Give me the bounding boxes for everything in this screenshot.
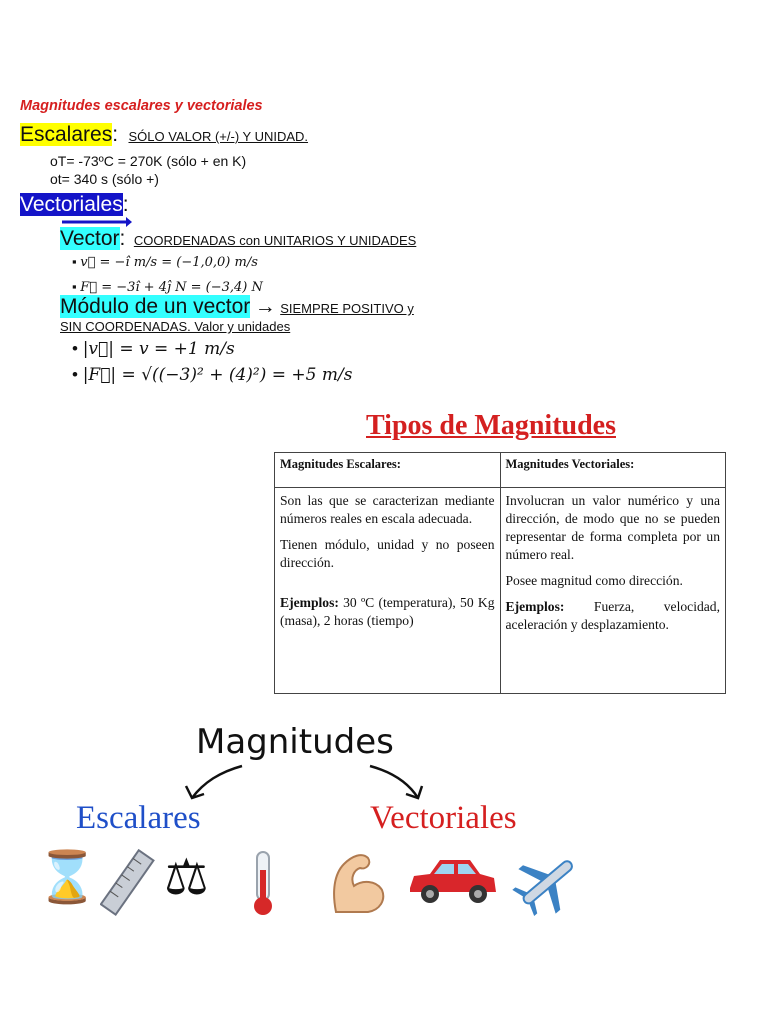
airplane-icon [510, 848, 584, 930]
vectoriales-heading-row [20, 192, 129, 218]
header-vectoriales: Magnitudes Vectoriales: [500, 453, 726, 488]
escalares-colon: : [112, 123, 119, 146]
vector-caption: COORDENADAS con UNITARIOS Y UNIDADES [133, 233, 417, 248]
list-item: • |F⃗| = √((−3)² + (4)²) = +5 m/s [72, 365, 353, 385]
diagram-root: Magnitudes [196, 722, 394, 762]
arrow-left-icon [192, 766, 242, 798]
car-icon [404, 848, 500, 920]
cell-vectoriales: Involucran un valor numérico y una dirección, de modo que no se pueden representar de forma completa por un número real. Posee magnitud como dirección. Ejemplos: Fuerza, velocidad, aceleración y desplazamiento. [500, 488, 726, 694]
escalares-heading-row [20, 122, 308, 148]
modulo-list [72, 336, 352, 388]
table-row [275, 488, 726, 694]
modulo-caption-1: SIEMPRE POSITIVO y [280, 301, 414, 316]
diagram-right: Vectoriales [370, 800, 517, 836]
ruler-icon [100, 848, 156, 930]
flexed-biceps-icon [328, 848, 388, 928]
tipos-table [274, 452, 726, 694]
table-header-row [275, 453, 726, 488]
diagram-arrows [180, 760, 430, 804]
modulo-heading-row [60, 294, 414, 320]
thermometer-icon [246, 848, 280, 930]
scales-icon: ⚖ [164, 848, 209, 906]
cell-escalares: Son las que se caracterizan mediante números reales en escala adecuada. Tienen módulo, unidad y no poseen dirección. Ejemplos: 30 ºC (temperatura), 50 Kg (masa), 2 horas (tiempo) [275, 488, 501, 694]
list-item: ▪ v⃗ = −î m/s = (−1,0,0) m/s [72, 254, 258, 270]
arrow-right-icon [370, 766, 418, 798]
header-escalares: Magnitudes Escalares: [275, 453, 501, 488]
list-item: • |v⃗| = v = +1 m/s [72, 339, 235, 359]
list-item: ▪ F⃗ = −3î + 4ĵ N = (−3,4) N [72, 279, 263, 295]
vector-heading-row: Vector: COORDENADAS con UNITARIOS Y UNIDADES [60, 227, 417, 250]
escalares-list [50, 152, 246, 188]
modulo-caption-2: SIN COORDENADAS. Valor y unidades [60, 319, 291, 334]
list-item: oT= -73ºC = 270K (sólo + en K) [50, 153, 247, 169]
escalares-caption: SÓLO VALOR (+/-) Y UNIDAD. [128, 129, 309, 144]
hourglass-icon: ⌛ [36, 848, 99, 906]
page-title: Magnitudes escalares y vectoriales [20, 98, 263, 114]
vector-list [72, 250, 263, 300]
modulo-heading: Módulo de un vector [60, 295, 251, 318]
tipos-title: Tipos de Magnitudes [366, 410, 616, 441]
arrow-icon: → [254, 295, 276, 318]
list-item: ot= 340 s (sólo +) [50, 171, 159, 187]
diagram-left: Escalares [76, 800, 201, 836]
vector-heading: Vector [60, 227, 120, 250]
escalares-heading: Escalares [20, 123, 113, 146]
vectoriales-colon: : [122, 193, 129, 216]
vectoriales-heading: Vectoriales [20, 193, 123, 216]
